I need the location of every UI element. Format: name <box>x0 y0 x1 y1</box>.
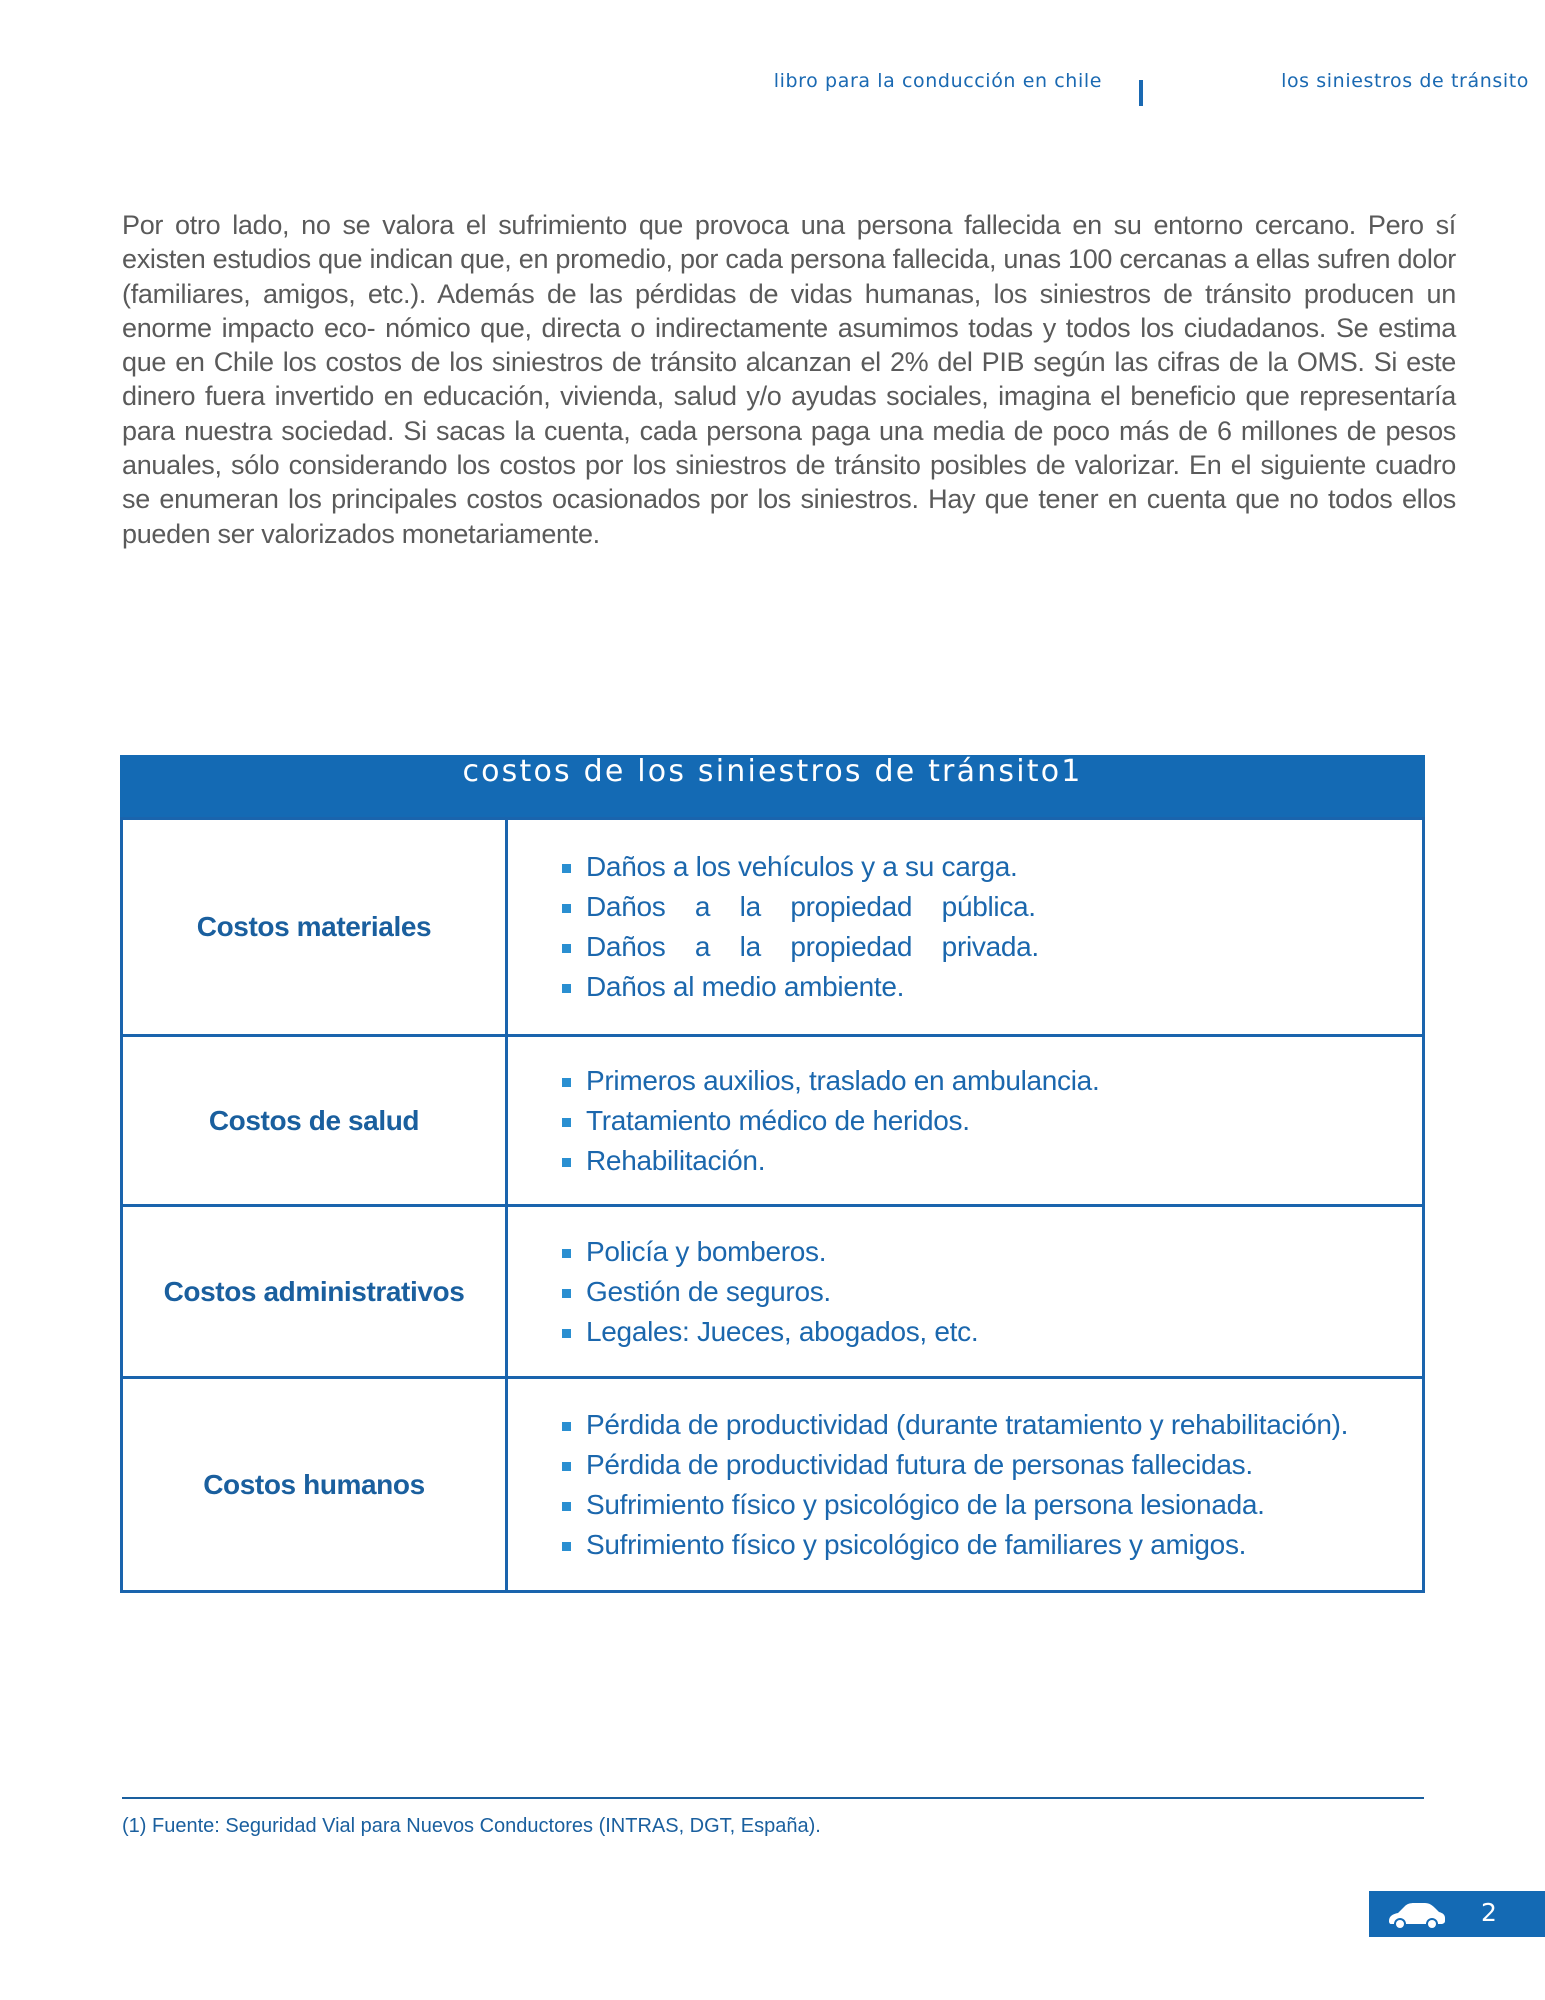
list-item-text: Rehabilitación. <box>586 1144 766 1176</box>
table-row <box>122 1206 1424 1378</box>
chapter-title: los siniestros de tránsito <box>1281 70 1529 92</box>
header-separator <box>1139 80 1143 106</box>
list-item <box>558 1141 1422 1181</box>
items-list <box>558 1232 1422 1352</box>
bullet-square-icon <box>562 1078 571 1087</box>
list-item <box>558 1445 1422 1485</box>
list-item-text: Daños a la propiedad privada. <box>586 931 1039 962</box>
car-icon <box>1385 1901 1447 1933</box>
items-cell <box>507 819 1424 1036</box>
footnote: (1) Fuente: Seguridad Vial para Nuevos Conductores (INTRAS, DGT, España). <box>122 1815 821 1837</box>
list-item <box>558 1101 1422 1141</box>
list-item-text: Daños a los vehículos y a su carga. <box>586 851 1018 882</box>
table-row <box>122 1036 1424 1206</box>
bullet-square-icon <box>562 1249 571 1258</box>
bullet-square-icon <box>562 864 571 873</box>
list-item <box>558 1232 1422 1272</box>
category-cell: Costos materiales <box>122 819 507 1036</box>
items-cell <box>507 1036 1424 1206</box>
list-item-text: Sufrimiento físico y psicológico de la persona lesionada. <box>586 1488 1265 1520</box>
list-item <box>558 847 1422 887</box>
list-item <box>558 967 1422 1007</box>
category-cell: Costos de salud <box>122 1036 507 1206</box>
list-item-text: Daños a la propiedad pública. <box>586 891 1036 922</box>
bullet-square-icon <box>562 1502 571 1511</box>
page-number-tab <box>1369 1891 1545 1937</box>
table-row <box>122 1378 1424 1592</box>
bullet-square-icon <box>562 1329 571 1338</box>
bullet-square-icon <box>562 1422 571 1431</box>
list-item-text: Pérdida de productividad futura de personas fallecidas. <box>586 1448 1253 1480</box>
list-item-text: Primeros auxilios, traslado en ambulancia. <box>586 1064 1100 1096</box>
list-item <box>558 927 1422 967</box>
footnote-divider <box>122 1797 1424 1799</box>
body-paragraph: Por otro lado, no se valora el sufrimiento que provoca una persona fallecida en su entorno cercano. Pero sí existen estudios que indican que, en promedio, por cada persona fallecida, unas 100 cercanas a ellas sufren dolor (familiares, amigos, etc.). Además de las pérdidas de vidas humanas, los siniestros de tránsito producen un enorme impacto eco- nómico que, directa o indirectamente asumimos todas y todos los ciudadanos. Se estima que en Chile los costos de los siniestros de tránsito alcanzan el 2% del PIB según las cifras de la OMS. Si este dinero fuera invertido en educación, vivienda, salud y/o ayudas sociales, imagina el beneficio que representaría para nuestra sociedad. Si sacas la cuenta, cada persona paga una media de poco más de 6 millones de pesos anuales, sólo considerando los costos por los siniestros de tránsito posibles de valorizar. En el siguiente cuadro se enumeran los principales costos ocasionados por los siniestros. Hay que tener en cuenta que no todos ellos pueden ser valorizados monetariamente. <box>122 210 1456 549</box>
bullet-square-icon <box>562 1118 571 1127</box>
bullet-square-icon <box>562 944 571 953</box>
bullet-square-icon <box>562 904 571 913</box>
list-item-text: Pérdida de productividad (durante tratamiento y rehabilitación). <box>586 1408 1349 1440</box>
items-cell <box>507 1378 1424 1592</box>
category-cell: Costos humanos <box>122 1378 507 1592</box>
list-item <box>558 1272 1422 1312</box>
list-item <box>558 1405 1422 1445</box>
table-title: costos de los siniestros de tránsito1 <box>120 755 1425 817</box>
bullet-square-icon <box>562 1158 571 1167</box>
list-item <box>558 1061 1422 1101</box>
list-item <box>558 887 1422 927</box>
bullet-square-icon <box>562 984 571 993</box>
page-header <box>629 66 1529 110</box>
costs-grid <box>120 817 1425 1593</box>
list-item-text: Gestión de seguros. <box>586 1275 831 1307</box>
items-cell <box>507 1206 1424 1378</box>
items-list <box>558 1061 1422 1181</box>
book-title: libro para la conducción en chile <box>773 70 1102 92</box>
list-item <box>558 1312 1422 1352</box>
list-item-text: Tratamiento médico de heridos. <box>586 1104 970 1136</box>
bullet-square-icon <box>562 1289 571 1298</box>
page-number: 2 <box>1481 1898 1497 1927</box>
list-item <box>558 1525 1422 1565</box>
list-item-text: Policía y bomberos. <box>586 1235 827 1267</box>
list-item <box>558 1485 1422 1525</box>
list-item-text: Sufrimiento físico y psicológico de familiares y amigos. <box>586 1528 1247 1560</box>
items-list <box>558 847 1422 1007</box>
list-item-text: Daños al medio ambiente. <box>586 971 905 1002</box>
category-cell: Costos administrativos <box>122 1206 507 1378</box>
table-row <box>122 819 1424 1036</box>
bullet-square-icon <box>562 1462 571 1471</box>
bullet-square-icon <box>562 1542 571 1551</box>
items-list <box>558 1405 1422 1565</box>
costs-table <box>120 755 1425 1593</box>
list-item-text: Legales: Jueces, abogados, etc. <box>586 1315 979 1347</box>
